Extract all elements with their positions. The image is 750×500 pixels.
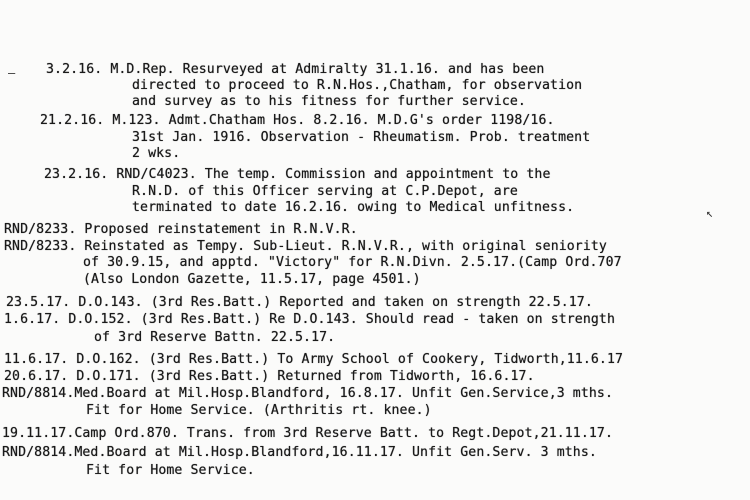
line-15: 1.6.17. D.O.152. (3rd Res.Batt.) Re D.O.143. Should read - taken on strength: [4, 312, 616, 327]
line-04: 21.2.16. M.123. Admt.Chatham Hos. 8.2.16. M.D.G's order 1198/16.: [40, 113, 555, 128]
margin-mark: ↖: [706, 206, 714, 220]
line-01: 3.2.16. M.D.Rep. Resurveyed at Admiralty 31.1.16. and has been: [46, 62, 545, 77]
line-16: of 3rd Reserve Battn. 22.5.17.: [94, 330, 336, 345]
line-09: terminated to date 16.2.16. owing to Medical unfitness.: [132, 200, 575, 215]
line-23: Fit for Home Service.: [86, 463, 255, 478]
line-06: 2 wks.: [132, 146, 181, 161]
line-22: RND/8814.Med.Board at Mil.Hosp.Blandford,16.11.17. Unfit Gen.Serv. 3 mths.: [2, 445, 597, 460]
line-17: 11.6.17. D.O.162. (3rd Res.Batt.) To Army School of Cookery, Tidworth,11.6.17: [4, 352, 624, 367]
margin-mark: –: [8, 66, 16, 80]
line-07: 23.2.16. RND/C4023. The temp. Commission and appointment to the: [44, 167, 551, 182]
line-18: 20.6.17. D.O.171. (3rd Res.Batt.) Returned from Tidworth, 16.6.17.: [4, 369, 535, 384]
line-08: R.N.D. of this Officer serving at C.P.Depot, are: [132, 184, 518, 199]
line-02: directed to proceed to R.N.Hos.,Chatham, for observation: [132, 78, 583, 93]
line-21: 19.11.17.Camp Ord.870. Trans. from 3rd Reserve Batt. to Regt.Depot,21.11.17.: [2, 426, 614, 441]
line-10: RND/8233. Proposed reinstatement in R.N.V.R.: [4, 222, 358, 237]
line-12: of 30.9.15, and apptd. "Victory" for R.N.Divn. 2.5.17.(Camp Ord.707: [83, 255, 622, 270]
line-11: RND/8233. Reinstated as Tempy. Sub-Lieut. R.N.V.R., with original seniority: [4, 239, 607, 254]
line-13: (Also London Gazette, 11.5.17, page 4501.): [83, 272, 421, 287]
line-20: Fit for Home Service. (Arthritis rt. knee.): [86, 403, 432, 418]
line-03: and survey as to his fitness for further service.: [132, 94, 526, 109]
line-14: 23.5.17. D.O.143. (3rd Res.Batt.) Reported and taken on strength 22.5.17.: [6, 295, 593, 310]
line-19: RND/8814.Med.Board at Mil.Hosp.Blandford, 16.8.17. Unfit Gen.Service,3 mths.: [2, 386, 614, 401]
line-05: 31st Jan. 1916. Observation - Rheumatism. Prob. treatment: [132, 130, 591, 145]
